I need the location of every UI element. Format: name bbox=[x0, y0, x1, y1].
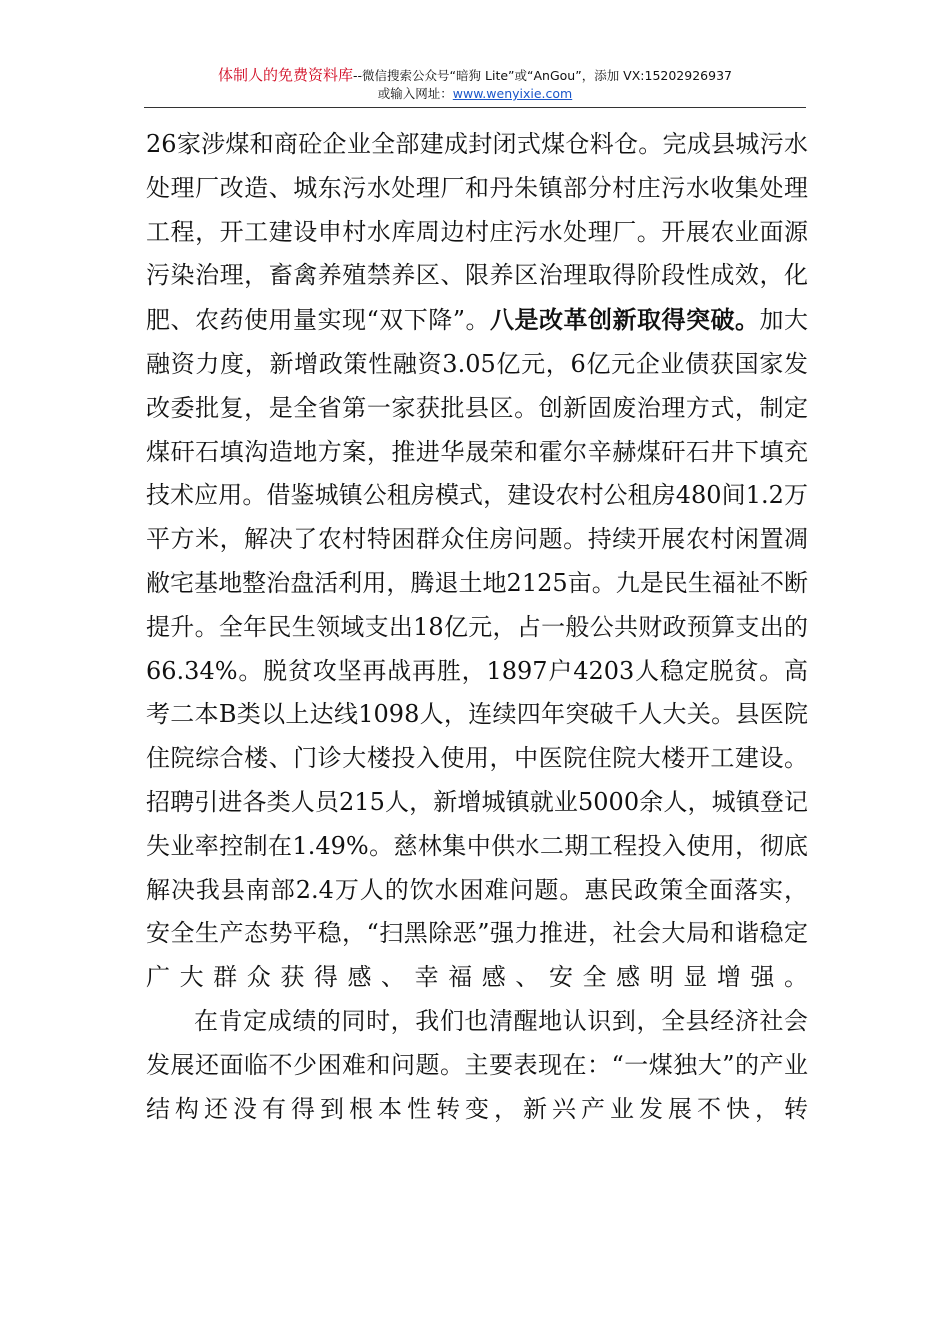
header-url-prefix: 或输入网址： bbox=[377, 86, 453, 101]
header-tagline: --微信搜索公众号“暗狗 Lite”或“AnGou”，添加 VX:15202926937 bbox=[353, 68, 732, 83]
document-body bbox=[146, 123, 808, 1131]
header-line-1 bbox=[144, 66, 806, 85]
page-header bbox=[144, 66, 806, 103]
header-divider bbox=[144, 107, 806, 108]
paragraph-1 bbox=[146, 123, 808, 1000]
header-brand: 体制人的免费资料库 bbox=[218, 66, 354, 84]
paragraph-2: 在肯定成绩的同时，我们也清醒地认识到，全县经济社会发展还面临不少困难和问题。主要表现在：“一煤独大”的产业结构还没有得到根本性转变，新兴产业发展不快，转 bbox=[146, 1006, 808, 1123]
paragraph-1-text-a: 26家涉煤和商砼企业全部建成封闭式煤仓料仓。完成县城污水处理厂改造、城东污水处理厂和丹朱镇部分村庄污水收集处理工程，开工建设申村水库周边村庄污水处理厂。开展农业面源污染治理，畜禽养殖禁养区、限养区治理取得阶段性成效，化肥、农药使用量实现“双下降”。 bbox=[146, 130, 808, 335]
header-line-2 bbox=[144, 85, 806, 103]
header-url-link[interactable]: www.wenyixie.com bbox=[452, 86, 573, 101]
paragraph-1-bold-heading: 八是改革创新取得突破。 bbox=[490, 305, 760, 335]
paragraph-1-text-b: 加大融资力度，新增政策性融资3.05亿元，6亿元企业债获国家发改委批复，是全省第一家获批县区。创新固废治理方式，制定煤矸石填沟造地方案，推进华晟荣和霍尔辛赫煤矸石井下填充技术应用。借鉴城镇公租房模式，建设农村公租房480间1.2万平方米，解决了农村特困群众住房问题。持续开展农村闲置凋敝宅基地整治盘活利用，腾退土地2125亩。九是民生福祉不断提升。全年民生领域支出18亿元，占一般公共财政预算支出的66.34%。脱贫攻坚再战再胜，1897户4203人稳定脱贫。高考二本B类以上达线1098人，连续四年突破千人大关。县医院住院综合楼、门诊大楼投入使用，中医院住院大楼开工建设。招聘引进各类人员215人，新增城镇就业5000余人，城镇登记失业率控制在1.49%。慈林集中供水二期工程投入使用，彻底解决我县南部2.4万人的饮水困难问题。惠民政策全面落实，安全生产态势平稳，“扫黑除恶”强力推进，社会大局和谐稳定广大群众获得感、幸福感、安全感明显增强。 bbox=[146, 306, 808, 992]
